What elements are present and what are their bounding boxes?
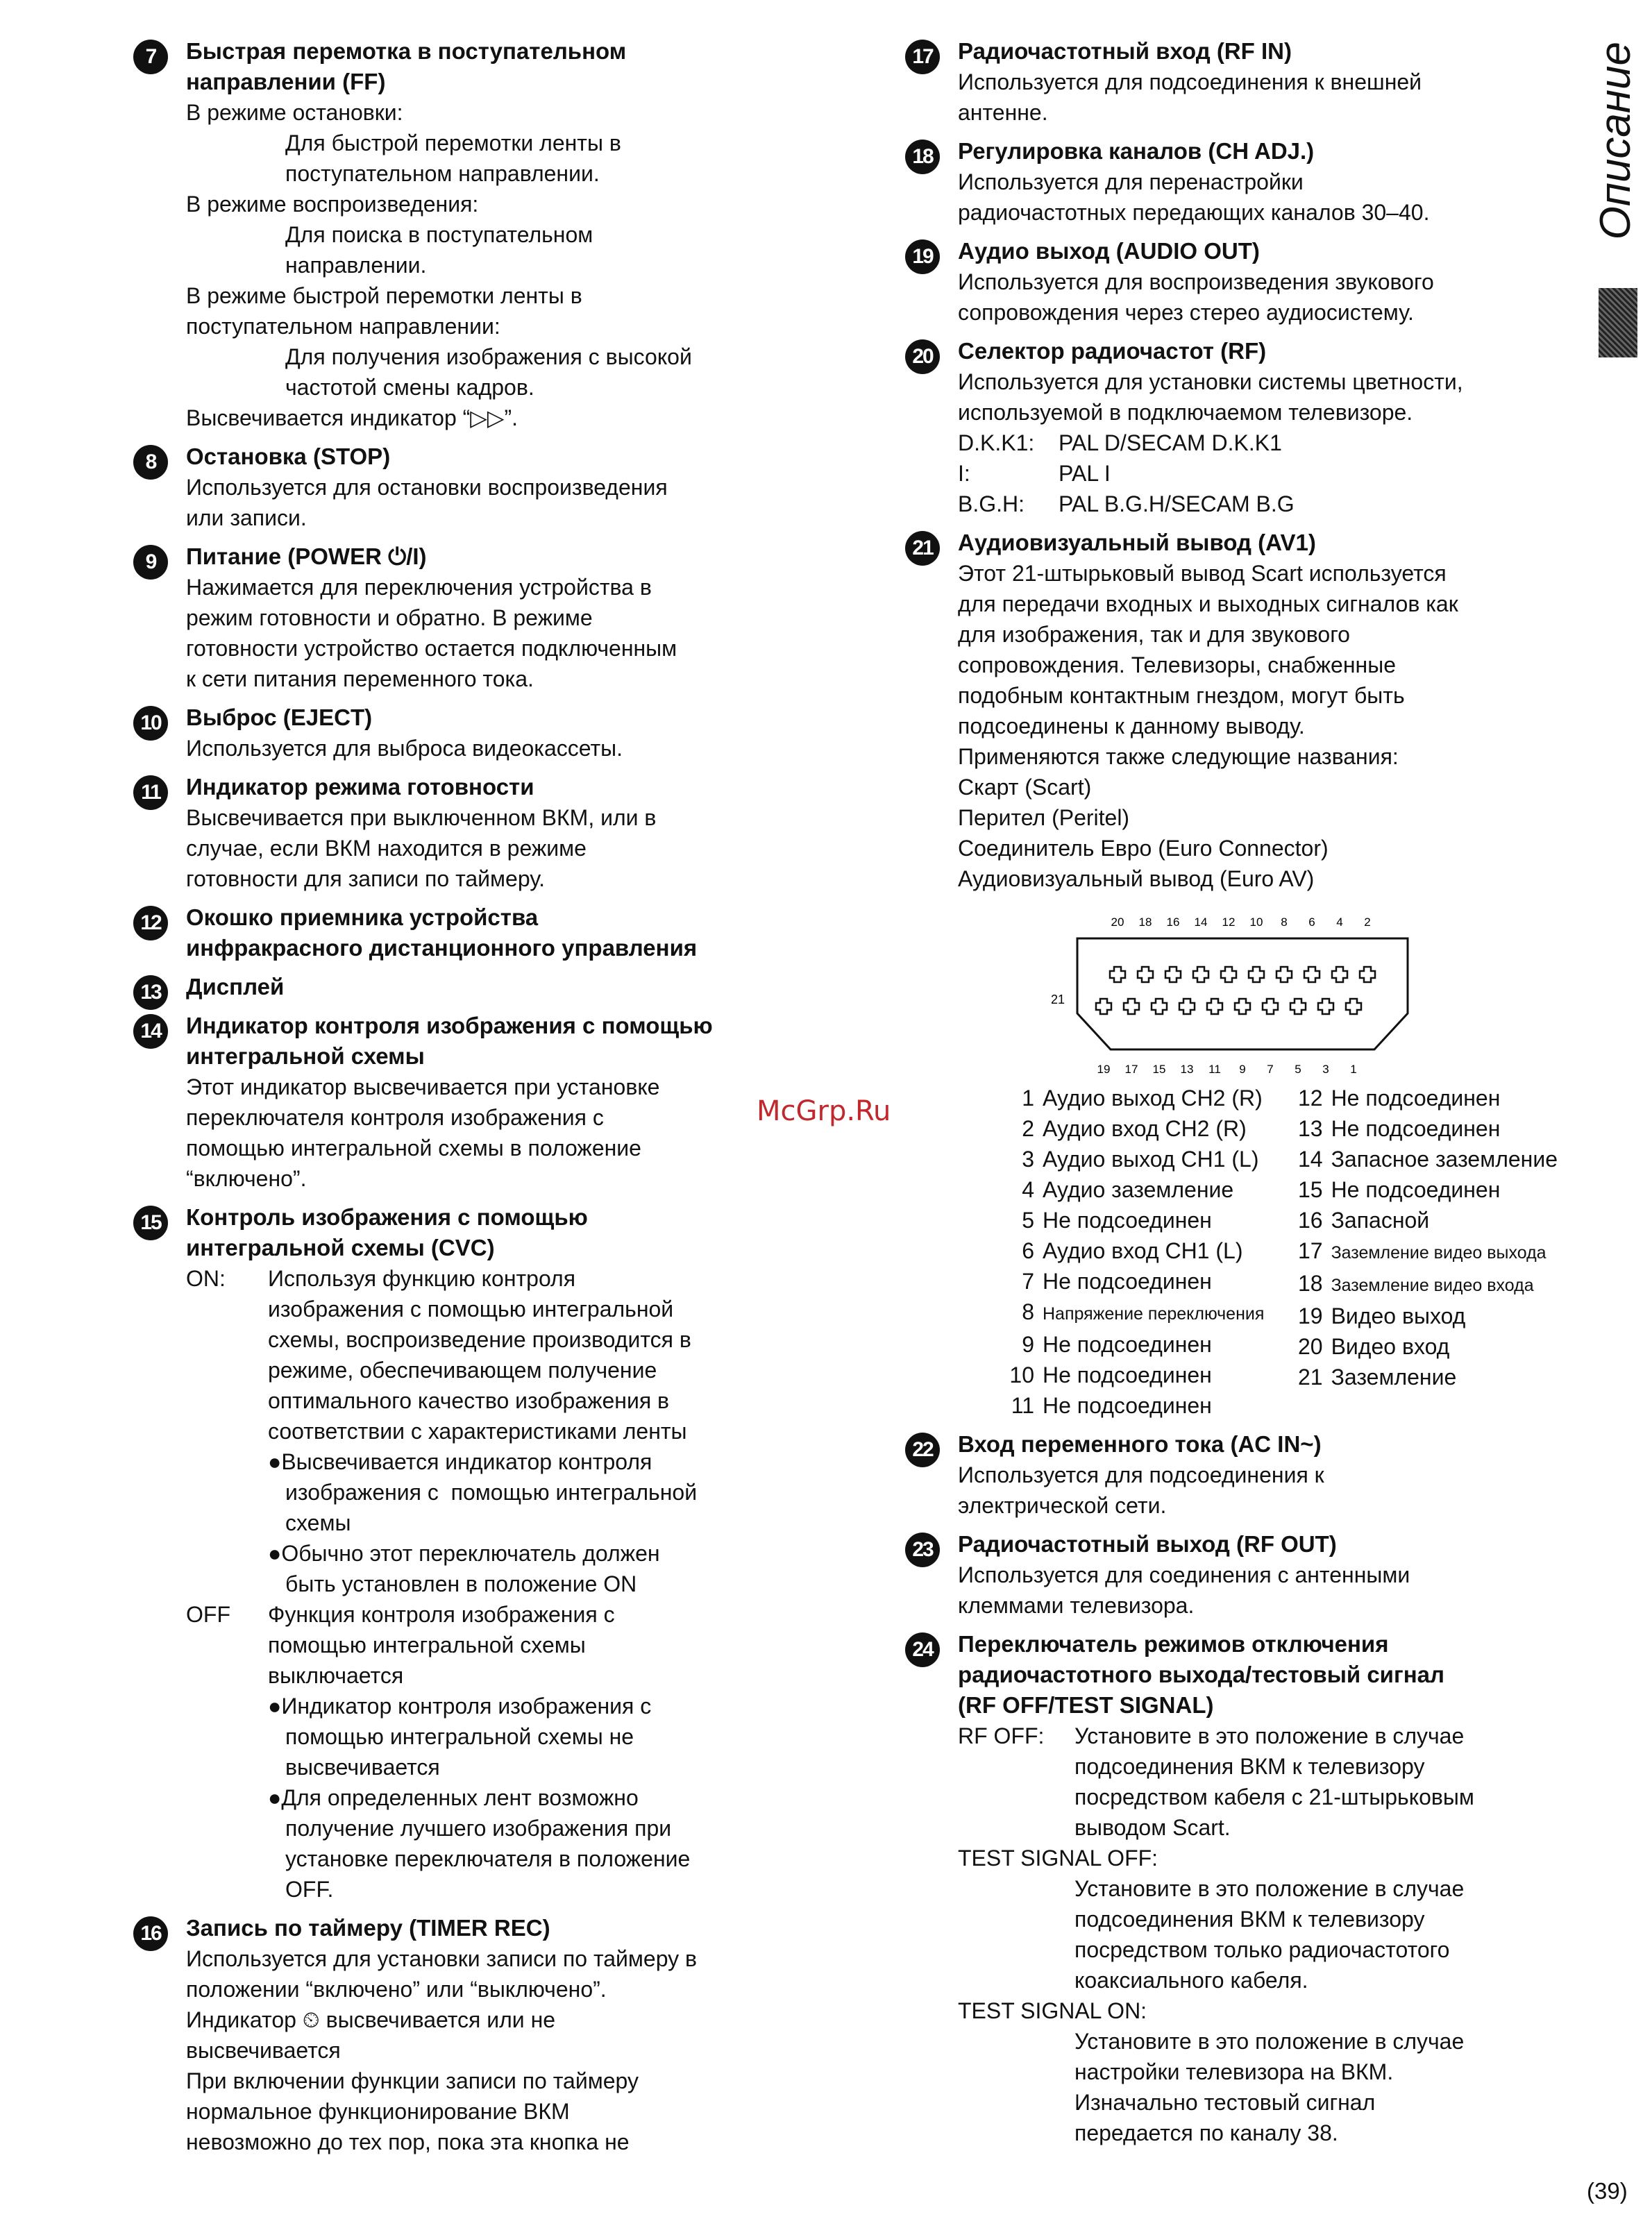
pin-function: Не подсоединен <box>1331 1116 1501 1141</box>
body-line: к сети питания переменного тока. <box>186 666 534 691</box>
section-side-label <box>1585 42 1647 333</box>
entry-title: направлении (FF) <box>186 69 386 94</box>
pin-number: 3 <box>1022 1147 1034 1172</box>
item-number-badge: 7 <box>133 40 168 74</box>
connector-pin <box>1318 999 1333 1014</box>
entry-power <box>133 541 827 694</box>
pin-label: 8 <box>1281 915 1288 929</box>
pin-label: 11 <box>1208 1063 1221 1076</box>
entry-title: интегральной схемы (CVC) <box>186 1235 495 1260</box>
body-line: Функция контроля изображения с <box>268 1602 615 1627</box>
option-label: OFF <box>186 1602 230 1627</box>
entry-rf-off-test-signal <box>905 1629 1558 2148</box>
pin-row <box>1295 1362 1558 1392</box>
bullet-line: установке переключателя в положение <box>285 1846 691 1871</box>
connector-pin <box>1096 999 1111 1014</box>
bullet-line: ●Высвечивается индикатор контроля <box>268 1449 652 1474</box>
entry-ir-window <box>133 902 827 963</box>
item-number-badge: 16 <box>133 1916 168 1951</box>
entry-rf-in <box>905 36 1558 128</box>
pin-number: 8 <box>1022 1299 1034 1324</box>
pin-row <box>1295 1174 1558 1205</box>
pin-label: 16 <box>1166 915 1180 929</box>
bullet-line: OFF. <box>285 1877 334 1902</box>
body-line: передается по каналу 38. <box>1074 2120 1338 2145</box>
entry-title: Аудио выход (AUDIO OUT) <box>958 238 1260 264</box>
bullet-line: ●Индикатор контроля изображения с <box>268 1694 652 1719</box>
body-line: Используется для перенастройки <box>958 169 1304 194</box>
body-line: невозможно до тех пор, пока эта кнопка не <box>186 2129 630 2154</box>
mode-desc: частотой смены кадров. <box>285 375 534 400</box>
pin-number: 11 <box>1011 1393 1034 1418</box>
system-value: PAL I <box>1059 461 1111 486</box>
body-line: подсоединения ВКМ к телевизору <box>1074 1907 1425 1932</box>
item-number-badge: 10 <box>133 706 168 741</box>
pin-number: 19 <box>1297 1303 1323 1328</box>
mode-desc: поступательном направлении. <box>285 161 600 186</box>
pin-row <box>1006 1266 1295 1297</box>
pin-label: 7 <box>1267 1063 1274 1076</box>
body-line: клеммами телевизора. <box>958 1593 1195 1618</box>
bullet-line: изображения с помощью интегральной <box>285 1480 698 1505</box>
system-row <box>958 428 1558 458</box>
entry-title: Радиочастотный вход (RF IN) <box>958 38 1292 64</box>
item-number-badge: 9 <box>133 545 168 580</box>
body-line: сопровождения через стерео аудиосистему. <box>958 300 1414 325</box>
body-line: При включении функции записи по таймеру <box>186 2068 639 2093</box>
entry-display <box>133 972 827 1002</box>
mode-label: В режиме воспроизведения: <box>186 192 479 217</box>
connector-pin <box>1221 967 1236 982</box>
item-number-badge: 14 <box>133 1014 168 1049</box>
pin-label: 13 <box>1180 1063 1194 1076</box>
body-line: режим готовности и обратно. В режиме <box>186 605 593 630</box>
mode-label: В режиме остановки: <box>186 100 403 125</box>
body-line: подсоединены к данному выводу. <box>958 714 1305 739</box>
entry-title: Окошко приемника устройства <box>186 904 539 930</box>
mode-desc: Для поиска в поступательном <box>285 222 593 247</box>
body-line: Используется для установки системы цветности, <box>958 369 1463 394</box>
entry-title: Регулировка каналов (CH ADJ.) <box>958 138 1315 164</box>
pin-row <box>1295 1331 1558 1362</box>
pin-function: Не подсоединен <box>1043 1393 1212 1418</box>
pin-function: Аудио выход CH1 (L) <box>1043 1147 1259 1172</box>
body-line: готовности устройство остается подключенным <box>186 636 677 661</box>
body-line: или записи. <box>186 505 307 530</box>
pin-function: Не подсоединен <box>1043 1362 1212 1387</box>
pin-number: 7 <box>1022 1269 1034 1294</box>
pin-number: 12 <box>1297 1086 1323 1111</box>
system-label: B.G.H: <box>958 491 1025 516</box>
entry-stop <box>133 441 827 533</box>
page-number: (39) <box>1587 2178 1628 2204</box>
pin-label: 6 <box>1308 915 1315 929</box>
entry-ff <box>133 36 827 433</box>
connector-outline <box>1077 938 1408 1049</box>
entry-eject <box>133 702 827 763</box>
pin-function: Заземление видео выхода <box>1331 1243 1546 1263</box>
pin-function: Заземление видео входа <box>1331 1276 1534 1295</box>
pin-function: Аудио вход CH1 (L) <box>1043 1238 1243 1263</box>
pin-number: 4 <box>1022 1177 1034 1202</box>
entry-title: Радиочастотный выход (RF OUT) <box>958 1531 1337 1557</box>
body-line: Установите в это положение в случае <box>1074 1723 1465 1748</box>
body-line: выключается <box>268 1663 404 1688</box>
connector-pin <box>1165 967 1181 982</box>
body-line: Используется для подсоединения к <box>958 1462 1324 1487</box>
connector-pin <box>1346 999 1361 1014</box>
body-line: переключателя контроля изображения с <box>186 1105 604 1130</box>
pin-number: 5 <box>1022 1208 1034 1233</box>
indicator-note: Высвечивается индикатор “▷▷”. <box>186 405 519 430</box>
item-number-badge: 17 <box>905 40 940 74</box>
bullet-line: быть установлен в положение ON <box>285 1571 637 1596</box>
pin-row <box>1006 1144 1295 1174</box>
pin-function: Заземление <box>1331 1365 1457 1390</box>
right-column <box>905 36 1558 2157</box>
body-line: Высвечивается при выключенном ВКМ, или в <box>186 805 657 830</box>
pin-number: 17 <box>1297 1238 1323 1263</box>
pin-row <box>1006 1235 1295 1266</box>
pin-row <box>1295 1083 1558 1113</box>
entry-title: радиочастотного выхода/тестовый сигнал <box>958 1662 1444 1687</box>
entry-cvc <box>133 1202 827 1905</box>
item-number-badge: 19 <box>905 239 940 274</box>
pin-row <box>1006 1174 1295 1205</box>
entry-rf-selector <box>905 336 1558 519</box>
body-line: Используется для выброса видеокассеты. <box>186 736 623 761</box>
body-line: помощью интегральной схемы <box>268 1632 586 1657</box>
body-line: сопровождения. Телевизоры, снабженные <box>958 652 1396 677</box>
pin-number: 2 <box>1022 1116 1034 1141</box>
pin-label: 14 <box>1194 915 1208 929</box>
entry-rf-out <box>905 1529 1558 1621</box>
body-line: антенне. <box>958 100 1048 125</box>
pin-label: 19 <box>1097 1063 1111 1076</box>
body-line: Перител (Peritel) <box>958 805 1130 830</box>
entry-av1 <box>905 528 1558 1421</box>
pin-label: 12 <box>1222 915 1236 929</box>
body-line: Используя функцию контроля <box>268 1266 576 1291</box>
pin-row <box>1295 1205 1558 1235</box>
pin-number: 10 <box>1009 1362 1034 1387</box>
pin-label: 1 <box>1350 1063 1357 1076</box>
mode-desc: Для получения изображения с высокой <box>285 344 692 369</box>
pin-label: 10 <box>1249 915 1263 929</box>
entry-title: Индикатор режима готовности <box>186 774 534 800</box>
pin-label: 20 <box>1111 915 1124 929</box>
pin-row <box>1295 1113 1558 1144</box>
pin-number: 21 <box>1297 1365 1323 1390</box>
option-label: ON: <box>186 1266 226 1291</box>
item-number-badge: 18 <box>905 140 940 174</box>
entry-title: Вход переменного тока (AC IN~) <box>958 1431 1322 1457</box>
pin-row <box>1006 1205 1295 1235</box>
pin-number: 20 <box>1297 1334 1323 1359</box>
body-line: коаксиального кабеля. <box>1074 1968 1308 1993</box>
body-line: радиочастотных передающих каналов 30–40. <box>958 200 1430 225</box>
pin-function: Не подсоединен <box>1331 1086 1501 1111</box>
pin-number: 16 <box>1297 1208 1323 1233</box>
system-label: I: <box>958 461 970 486</box>
connector-pin <box>1193 967 1208 982</box>
pin-row <box>1006 1360 1295 1390</box>
entry-title: Аудиовизуальный вывод (AV1) <box>958 530 1316 555</box>
pin-function: Не подсоединен <box>1043 1208 1212 1233</box>
entry-ch-adj <box>905 136 1558 228</box>
bullet-line: ●Для определенных лент возможно <box>268 1785 639 1810</box>
body-line: Используется для подсоединения к внешней <box>958 69 1422 94</box>
pin-number: 1 <box>1022 1086 1034 1111</box>
item-number-badge: 13 <box>133 975 168 1010</box>
pin-function: Не подсоединен <box>1043 1332 1212 1357</box>
body-line: Этот 21-штырьковый вывод Scart используется <box>958 561 1447 586</box>
pin-label: 5 <box>1295 1063 1301 1076</box>
connector-pin <box>1110 967 1125 982</box>
entry-title: Индикатор контроля изображения с помощью <box>186 1013 713 1038</box>
body-line: посредством только радиочастотого <box>1074 1937 1450 1962</box>
entry-title: инфракрасного дистанционного управления <box>186 935 698 961</box>
pin-row <box>1006 1297 1295 1329</box>
pin-label: 21 <box>1051 993 1065 1006</box>
entry-title: (RF OFF/TEST SIGNAL) <box>958 1692 1214 1718</box>
pin-label: 18 <box>1138 915 1152 929</box>
entry-title: Переключатель режимов отключения <box>958 1631 1389 1657</box>
pin-function: Запасной <box>1331 1208 1430 1233</box>
item-number-badge: 24 <box>905 1632 940 1667</box>
pin-row <box>1295 1144 1558 1174</box>
connector-pin <box>1360 967 1375 982</box>
pin-label: 4 <box>1336 915 1343 929</box>
body-line: режиме, обеспечивающем получение <box>268 1358 657 1383</box>
connector-pin <box>1263 999 1278 1014</box>
left-column <box>133 36 827 2166</box>
entry-title: Селектор радиочастот (RF) <box>958 338 1267 364</box>
cvc-on-item <box>186 1263 827 1446</box>
pin-label: 2 <box>1364 915 1371 929</box>
pin-function: Видео вход <box>1331 1334 1450 1359</box>
entry-title: Быстрая перемотка в поступательном <box>186 38 627 64</box>
body-line: высвечивается <box>186 2038 341 2063</box>
item-number-badge: 11 <box>133 775 168 810</box>
connector-pin <box>1235 999 1250 1014</box>
body-line: электрической сети. <box>958 1493 1167 1518</box>
body-line: Индикатор ⏲ высвечивается или не <box>186 2007 556 2032</box>
body-line: соответствии с характеристиками ленты <box>268 1419 687 1444</box>
entry-title: Выброс (EJECT) <box>186 704 373 730</box>
item-number-badge: 12 <box>133 906 168 940</box>
pin-function: Аудио вход CH2 (R) <box>1043 1116 1247 1141</box>
body-line: готовности для записи по таймеру. <box>186 866 545 891</box>
bullet-line: схемы <box>285 1510 351 1535</box>
option-label: TEST SIGNAL ON: <box>958 1998 1147 2023</box>
connector-pin <box>1152 999 1167 1014</box>
pin-function: Аудио заземление <box>1043 1177 1234 1202</box>
system-label: D.K.K1: <box>958 430 1035 455</box>
body-line: Скарт (Scart) <box>958 775 1092 800</box>
pin-label: 9 <box>1239 1063 1246 1076</box>
body-line: используемой в подключаемом телевизоре. <box>958 400 1413 425</box>
body-line: Нажимается для переключения устройства в <box>186 575 652 600</box>
body-line: настройки телевизора на ВКМ. <box>1074 2059 1394 2084</box>
body-line: Установите в это положение в случае <box>1074 1876 1465 1901</box>
mode-label: В режиме быстрой перемотки ленты в <box>186 283 582 308</box>
connector-pin <box>1124 999 1139 1014</box>
connector-pin <box>1138 967 1153 982</box>
entry-timer-rec <box>133 1913 827 2157</box>
connector-pin <box>1276 967 1292 982</box>
bullet-line: получение лучшего изображения при <box>285 1816 672 1841</box>
connector-pin <box>1304 967 1320 982</box>
pin-function: Напряжение переключения <box>1043 1304 1265 1324</box>
body-line: Установите в это положение в случае <box>1074 2029 1465 2054</box>
entry-cvc-indicator <box>133 1011 827 1194</box>
body-line: Используется для соединения с антенными <box>958 1562 1410 1587</box>
body-line: изображения с помощью интегральной <box>268 1297 674 1322</box>
body-line: “включено”. <box>186 1166 307 1191</box>
pin-row <box>1295 1301 1558 1331</box>
pin-label: 17 <box>1124 1063 1138 1076</box>
pin-function: Запасное заземление <box>1331 1147 1558 1172</box>
entry-ac-in <box>905 1429 1558 1521</box>
entry-title: интегральной схемы <box>186 1043 425 1069</box>
bullet-line: помощью интегральной схемы не <box>285 1724 634 1749</box>
body-line: случае, если ВКМ находится в режиме <box>186 836 587 861</box>
pin-function: Аудио выход CH2 (R) <box>1043 1086 1263 1111</box>
pin-function: Не подсоединен <box>1043 1269 1212 1294</box>
pin-number: 15 <box>1297 1177 1323 1202</box>
scart-connector-diagram <box>1048 911 1437 1077</box>
pin-assignment-list <box>1006 1083 1558 1421</box>
watermark: McGrp.Ru <box>757 1095 891 1127</box>
body-line: Используется для воспроизведения звукового <box>958 269 1434 294</box>
pin-number: 6 <box>1022 1238 1034 1263</box>
pin-number: 18 <box>1297 1271 1323 1296</box>
body-line: помощью интегральной схемы в положение <box>186 1136 641 1161</box>
pin-function: Не подсоединен <box>1331 1177 1501 1202</box>
pin-row <box>1006 1390 1295 1421</box>
body-line: подобным контактным гнездом, могут быть <box>958 683 1405 708</box>
pin-row <box>1006 1113 1295 1144</box>
option-label: RF OFF: <box>958 1723 1045 1748</box>
entry-title: Запись по таймеру (TIMER REC) <box>186 1915 550 1941</box>
item-number-badge: 20 <box>905 339 940 374</box>
connector-pin <box>1249 967 1264 982</box>
item-number-badge: 15 <box>133 1206 168 1240</box>
body-line: оптимального качество изображения в <box>268 1388 670 1413</box>
system-row <box>958 458 1558 489</box>
item-number-badge: 23 <box>905 1533 940 1567</box>
body-line: для передачи входных и выходных сигналов как <box>958 591 1458 616</box>
body-line: Используется для остановки воспроизведения <box>186 475 668 500</box>
item-number-badge: 22 <box>905 1433 940 1467</box>
body-line: выводом Scart. <box>1074 1815 1231 1840</box>
body-line: Аудиовизуальный вывод (Euro AV) <box>958 866 1315 891</box>
body-line: нормальное функционирование ВКМ <box>186 2099 570 2124</box>
pin-label: 15 <box>1152 1063 1166 1076</box>
mode-desc: направлении. <box>285 253 427 278</box>
body-line: положении “включено” или “выключено”. <box>186 1977 607 2002</box>
pin-row <box>1295 1235 1558 1268</box>
connector-pin <box>1332 967 1347 982</box>
section-title: Описание <box>1592 42 1640 240</box>
pin-number: 14 <box>1297 1147 1323 1172</box>
body-line: Используется для установки записи по таймеру в <box>186 1946 698 1971</box>
body-line: Соединитель Евро (Euro Connector) <box>958 836 1329 861</box>
pin-number: 9 <box>1022 1332 1034 1357</box>
pin-row <box>1295 1268 1558 1301</box>
entry-title: Питание (POWER ⏻/I) <box>186 543 427 569</box>
entry-title: Остановка (STOP) <box>186 444 391 469</box>
mode-label: поступательном направлении: <box>186 314 500 339</box>
section-marker <box>1599 288 1637 357</box>
system-value: PAL D/SECAM D.K.K1 <box>1059 430 1282 455</box>
item-number-badge: 21 <box>905 531 940 566</box>
body-line: Изначально тестовый сигнал <box>1074 2090 1376 2115</box>
connector-pin <box>1290 999 1306 1014</box>
body-line: Применяются также следующие названия: <box>958 744 1399 769</box>
body-line: для изображения, так и для звукового <box>958 622 1350 647</box>
item-number-badge: 8 <box>133 445 168 480</box>
connector-pin <box>1179 999 1195 1014</box>
cvc-off-item <box>186 1599 827 1691</box>
entry-audio-out <box>905 236 1558 328</box>
bullet-line: ●Обычно этот переключатель должен <box>268 1541 660 1566</box>
entry-title: Дисплей <box>186 974 285 999</box>
connector-pin <box>1207 999 1222 1014</box>
mode-desc: Для быстрой перемотки ленты в <box>285 130 621 155</box>
rf-off-item <box>958 1721 1558 1843</box>
option-label: TEST SIGNAL OFF: <box>958 1846 1158 1871</box>
pin-label: 3 <box>1322 1063 1329 1076</box>
body-line: Этот индикатор высвечивается при установке <box>186 1074 660 1099</box>
system-row <box>958 489 1558 519</box>
body-line: посредством кабеля с 21-штырьковым <box>1074 1784 1474 1809</box>
entry-title: Контроль изображения с помощью <box>186 1204 588 1230</box>
pin-row <box>1006 1083 1295 1113</box>
system-value: PAL B.G.H/SECAM B.G <box>1059 491 1295 516</box>
pin-column-left <box>1006 1083 1295 1421</box>
body-line: подсоединения ВКМ к телевизору <box>1074 1754 1425 1779</box>
pin-function: Видео выход <box>1331 1303 1466 1328</box>
pin-row <box>1006 1329 1295 1360</box>
pin-number: 13 <box>1297 1116 1323 1141</box>
body-line: схемы, воспроизведение производится в <box>268 1327 691 1352</box>
entry-standby-indicator <box>133 772 827 894</box>
bullet-line: высвечивается <box>285 1755 440 1780</box>
pin-column-right <box>1295 1083 1558 1421</box>
